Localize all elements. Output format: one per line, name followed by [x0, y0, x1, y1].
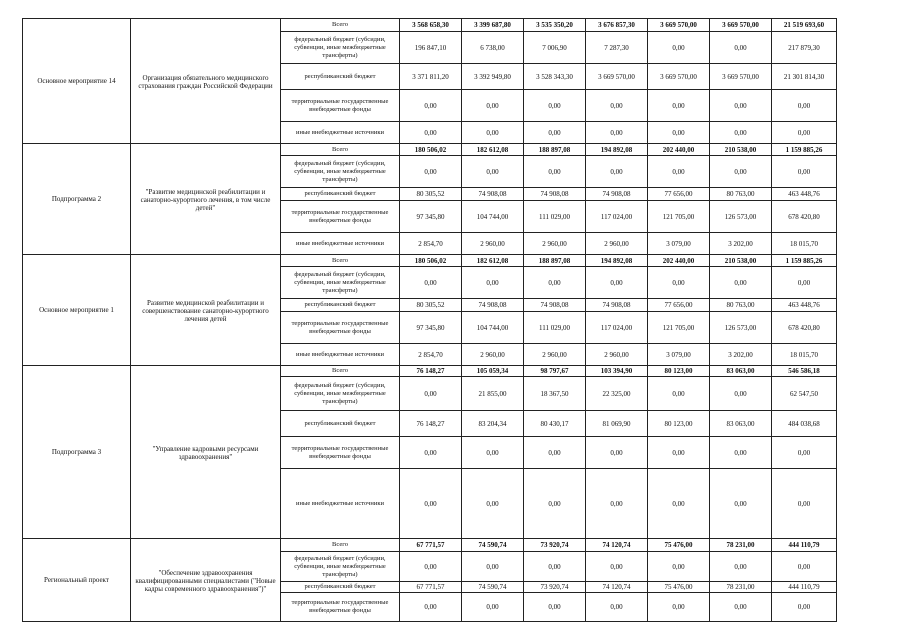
- funding-source: Всего: [281, 366, 400, 377]
- year-value-cell: 2 960,00: [586, 233, 648, 255]
- year-value-cell: 77 656,00: [648, 188, 710, 201]
- year-value-cell: 180 506,02: [400, 255, 462, 267]
- year-value-cell: 6 738,00: [462, 32, 524, 64]
- year-value-cell: 74 590,74: [462, 539, 524, 552]
- funding-source: федеральный бюджет (субсидии, субвенции, иные межбюджетные трансферты): [281, 552, 400, 582]
- year-value-cell: 0,00: [710, 122, 772, 144]
- year-value-cell: 0,00: [524, 552, 586, 582]
- year-value-cell: 74 120,74: [586, 539, 648, 552]
- year-value-cell: 2 960,00: [524, 233, 586, 255]
- year-value-cell: 104 744,00: [462, 201, 524, 233]
- total-value-cell: 0,00: [772, 267, 837, 299]
- year-value-cell: 0,00: [462, 267, 524, 299]
- year-value-cell: 121 705,00: [648, 312, 710, 344]
- funding-source: республиканский бюджет: [281, 299, 400, 312]
- year-value-cell: 77 656,00: [648, 299, 710, 312]
- year-value-cell: 202 440,00: [648, 255, 710, 267]
- funding-source: Всего: [281, 255, 400, 267]
- year-value-cell: 0,00: [648, 552, 710, 582]
- year-value-cell: 2 854,70: [400, 233, 462, 255]
- year-value-cell: 188 897,08: [524, 255, 586, 267]
- program-title: "Управление кадровыми ресурсами здравоохранения": [131, 366, 281, 539]
- program-title: Организация обязательного медицинского страхования граждан Российской Федерации: [131, 19, 281, 144]
- year-value-cell: 0,00: [648, 32, 710, 64]
- year-value-cell: 196 847,10: [400, 32, 462, 64]
- funding-source: территориальные государственные внебюджетные фонды: [281, 201, 400, 233]
- year-value-cell: 126 573,00: [710, 201, 772, 233]
- funding-source: Всего: [281, 19, 400, 32]
- total-value-cell: 463 448,76: [772, 188, 837, 201]
- year-value-cell: 0,00: [400, 437, 462, 469]
- year-value-cell: 126 573,00: [710, 312, 772, 344]
- year-value-cell: 3 202,00: [710, 233, 772, 255]
- year-value-cell: 0,00: [586, 267, 648, 299]
- year-value-cell: 0,00: [586, 90, 648, 122]
- year-value-cell: 0,00: [524, 156, 586, 188]
- funding-source: федеральный бюджет (субсидии, субвенции, иные межбюджетные трансферты): [281, 156, 400, 188]
- year-value-cell: 74 120,74: [586, 582, 648, 593]
- year-value-cell: 0,00: [710, 156, 772, 188]
- year-value-cell: 103 394,90: [586, 366, 648, 377]
- funding-source: иные внебюджетные источники: [281, 469, 400, 539]
- total-value-cell: 0,00: [772, 156, 837, 188]
- year-value-cell: 97 345,80: [400, 312, 462, 344]
- row-total: [23, 366, 837, 377]
- year-value-cell: 75 476,00: [648, 582, 710, 593]
- year-value-cell: 2 960,00: [462, 344, 524, 366]
- funding-source: республиканский бюджет: [281, 64, 400, 90]
- funding-source: территориальные государственные внебюджетные фонды: [281, 593, 400, 622]
- year-value-cell: 3 669 570,00: [710, 64, 772, 90]
- funding-source: Всего: [281, 539, 400, 552]
- total-value-cell: 0,00: [772, 437, 837, 469]
- year-value-cell: 210 538,00: [710, 144, 772, 156]
- total-value-cell: 0,00: [772, 90, 837, 122]
- year-value-cell: 3 669 570,00: [586, 64, 648, 90]
- year-value-cell: 80 123,00: [648, 366, 710, 377]
- year-value-cell: 3 399 687,80: [462, 19, 524, 32]
- year-value-cell: 0,00: [648, 267, 710, 299]
- year-value-cell: 0,00: [524, 437, 586, 469]
- year-value-cell: 2 960,00: [524, 344, 586, 366]
- funding-source: республиканский бюджет: [281, 188, 400, 201]
- year-value-cell: 104 744,00: [462, 312, 524, 344]
- year-value-cell: 0,00: [586, 122, 648, 144]
- year-value-cell: 3 079,00: [648, 344, 710, 366]
- total-value-cell: 463 448,76: [772, 299, 837, 312]
- year-value-cell: 81 069,90: [586, 411, 648, 437]
- year-value-cell: 0,00: [400, 156, 462, 188]
- year-value-cell: 73 920,74: [524, 539, 586, 552]
- year-value-cell: 0,00: [400, 122, 462, 144]
- year-value-cell: 182 612,08: [462, 144, 524, 156]
- year-value-cell: 76 148,27: [400, 366, 462, 377]
- funding-source: территориальные государственные внебюджетные фонды: [281, 312, 400, 344]
- funding-source: иные внебюджетные источники: [281, 122, 400, 144]
- year-value-cell: 0,00: [710, 469, 772, 539]
- year-value-cell: 180 506,02: [400, 144, 462, 156]
- year-value-cell: 3 669 570,00: [710, 19, 772, 32]
- year-value-cell: 3 669 570,00: [648, 64, 710, 90]
- year-value-cell: 188 897,08: [524, 144, 586, 156]
- year-value-cell: 97 345,80: [400, 201, 462, 233]
- year-value-cell: 0,00: [648, 593, 710, 622]
- funding-source: федеральный бюджет (субсидии, субвенции, иные межбюджетные трансферты): [281, 267, 400, 299]
- year-value-cell: 0,00: [648, 90, 710, 122]
- total-value-cell: 0,00: [772, 552, 837, 582]
- year-value-cell: 83 063,00: [710, 366, 772, 377]
- funding-source: федеральный бюджет (субсидии, субвенции, иные межбюджетные трансферты): [281, 32, 400, 64]
- total-value-cell: 444 110,79: [772, 539, 837, 552]
- year-value-cell: 0,00: [462, 156, 524, 188]
- year-value-cell: 67 771,57: [400, 539, 462, 552]
- year-value-cell: 0,00: [648, 156, 710, 188]
- year-value-cell: 80 430,17: [524, 411, 586, 437]
- year-value-cell: 74 908,08: [524, 299, 586, 312]
- year-value-cell: 0,00: [462, 122, 524, 144]
- funding-source: иные внебюджетные источники: [281, 344, 400, 366]
- year-value-cell: 0,00: [710, 437, 772, 469]
- year-value-cell: 7 006,90: [524, 32, 586, 64]
- total-value-cell: 62 547,50: [772, 377, 837, 411]
- year-value-cell: 0,00: [524, 593, 586, 622]
- year-value-cell: 7 287,30: [586, 32, 648, 64]
- row-total: [23, 19, 837, 32]
- total-value-cell: 21 519 693,60: [772, 19, 837, 32]
- year-value-cell: 80 123,00: [648, 411, 710, 437]
- year-value-cell: 0,00: [524, 469, 586, 539]
- year-value-cell: 121 705,00: [648, 201, 710, 233]
- total-value-cell: 444 110,79: [772, 582, 837, 593]
- funding-source: республиканский бюджет: [281, 411, 400, 437]
- year-value-cell: 22 325,00: [586, 377, 648, 411]
- program-name: Подпрограмма 2: [23, 144, 131, 255]
- total-value-cell: 217 879,30: [772, 32, 837, 64]
- year-value-cell: 0,00: [400, 469, 462, 539]
- total-value-cell: 678 420,80: [772, 312, 837, 344]
- year-value-cell: 80 305,52: [400, 299, 462, 312]
- year-value-cell: 0,00: [586, 437, 648, 469]
- year-value-cell: 78 231,00: [710, 582, 772, 593]
- year-value-cell: 73 920,74: [524, 582, 586, 593]
- year-value-cell: 0,00: [400, 377, 462, 411]
- year-value-cell: 3 202,00: [710, 344, 772, 366]
- year-value-cell: 3 079,00: [648, 233, 710, 255]
- year-value-cell: 3 371 811,20: [400, 64, 462, 90]
- row-total: [23, 144, 837, 156]
- year-value-cell: 80 763,00: [710, 299, 772, 312]
- year-value-cell: 0,00: [586, 469, 648, 539]
- budget-table: [22, 18, 837, 622]
- year-value-cell: 3 676 857,30: [586, 19, 648, 32]
- year-value-cell: 67 771,57: [400, 582, 462, 593]
- program-title: "Развитие медицинской реабилитации и санаторно-курортного лечения, в том числе детей": [131, 144, 281, 255]
- year-value-cell: 21 855,00: [462, 377, 524, 411]
- year-value-cell: 3 669 570,00: [648, 19, 710, 32]
- year-value-cell: 194 892,08: [586, 255, 648, 267]
- funding-source: республиканский бюджет: [281, 582, 400, 593]
- year-value-cell: 0,00: [648, 437, 710, 469]
- year-value-cell: 3 535 350,20: [524, 19, 586, 32]
- total-value-cell: 678 420,80: [772, 201, 837, 233]
- year-value-cell: 2 854,70: [400, 344, 462, 366]
- year-value-cell: 117 024,00: [586, 312, 648, 344]
- program-name: Основное мероприятие 14: [23, 19, 131, 144]
- year-value-cell: 0,00: [710, 552, 772, 582]
- budget-table-body: [23, 19, 837, 622]
- year-value-cell: 0,00: [710, 90, 772, 122]
- year-value-cell: 74 590,74: [462, 582, 524, 593]
- program-title: "Обеспечение здравоохранения квалифицированными специалистами ("Новые кадры современного здравоохранения")": [131, 539, 281, 622]
- year-value-cell: 78 231,00: [710, 539, 772, 552]
- program-title: Развитие медицинской реабилитации и совершенствование санаторно-курортного лечения детей: [131, 255, 281, 366]
- funding-source: федеральный бюджет (субсидии, субвенции, иные межбюджетные трансферты): [281, 377, 400, 411]
- row-total: [23, 539, 837, 552]
- year-value-cell: 210 538,00: [710, 255, 772, 267]
- year-value-cell: 111 029,00: [524, 312, 586, 344]
- year-value-cell: 0,00: [586, 552, 648, 582]
- year-value-cell: 75 476,00: [648, 539, 710, 552]
- year-value-cell: 74 908,08: [462, 299, 524, 312]
- year-value-cell: 0,00: [400, 90, 462, 122]
- year-value-cell: 0,00: [710, 32, 772, 64]
- year-value-cell: 83 063,00: [710, 411, 772, 437]
- program-name: Региональный проект: [23, 539, 131, 622]
- year-value-cell: 0,00: [524, 90, 586, 122]
- year-value-cell: 3 528 343,30: [524, 64, 586, 90]
- total-value-cell: 0,00: [772, 593, 837, 622]
- year-value-cell: 76 148,27: [400, 411, 462, 437]
- year-value-cell: 0,00: [648, 377, 710, 411]
- year-value-cell: 202 440,00: [648, 144, 710, 156]
- year-value-cell: 0,00: [462, 90, 524, 122]
- funding-source: иные внебюджетные источники: [281, 233, 400, 255]
- year-value-cell: 3 392 949,80: [462, 64, 524, 90]
- year-value-cell: 0,00: [524, 122, 586, 144]
- total-value-cell: 18 015,70: [772, 233, 837, 255]
- funding-source: Всего: [281, 144, 400, 156]
- year-value-cell: 0,00: [648, 469, 710, 539]
- year-value-cell: 80 305,52: [400, 188, 462, 201]
- year-value-cell: 117 024,00: [586, 201, 648, 233]
- year-value-cell: 0,00: [586, 156, 648, 188]
- year-value-cell: 0,00: [648, 122, 710, 144]
- total-value-cell: 484 038,68: [772, 411, 837, 437]
- funding-source: территориальные государственные внебюджетные фонды: [281, 437, 400, 469]
- year-value-cell: 0,00: [462, 552, 524, 582]
- year-value-cell: 0,00: [524, 267, 586, 299]
- year-value-cell: 0,00: [400, 593, 462, 622]
- year-value-cell: 0,00: [462, 593, 524, 622]
- year-value-cell: 2 960,00: [462, 233, 524, 255]
- year-value-cell: 83 204,34: [462, 411, 524, 437]
- year-value-cell: 98 797,67: [524, 366, 586, 377]
- funding-source: территориальные государственные внебюджетные фонды: [281, 90, 400, 122]
- row-total: [23, 255, 837, 267]
- year-value-cell: 74 908,08: [524, 188, 586, 201]
- year-value-cell: 0,00: [462, 437, 524, 469]
- year-value-cell: 74 908,08: [586, 299, 648, 312]
- year-value-cell: 0,00: [400, 267, 462, 299]
- year-value-cell: 182 612,08: [462, 255, 524, 267]
- year-value-cell: 18 367,50: [524, 377, 586, 411]
- total-value-cell: 21 301 814,30: [772, 64, 837, 90]
- year-value-cell: 0,00: [710, 377, 772, 411]
- program-name: Подпрограмма 3: [23, 366, 131, 539]
- year-value-cell: 194 892,08: [586, 144, 648, 156]
- total-value-cell: 546 586,18: [772, 366, 837, 377]
- year-value-cell: 0,00: [400, 552, 462, 582]
- year-value-cell: 0,00: [710, 267, 772, 299]
- total-value-cell: 0,00: [772, 122, 837, 144]
- total-value-cell: 1 159 885,26: [772, 255, 837, 267]
- total-value-cell: 1 159 885,26: [772, 144, 837, 156]
- year-value-cell: 111 029,00: [524, 201, 586, 233]
- year-value-cell: 74 908,08: [462, 188, 524, 201]
- total-value-cell: 18 015,70: [772, 344, 837, 366]
- year-value-cell: 0,00: [462, 469, 524, 539]
- year-value-cell: 105 059,34: [462, 366, 524, 377]
- year-value-cell: 80 763,00: [710, 188, 772, 201]
- year-value-cell: 0,00: [586, 593, 648, 622]
- year-value-cell: 3 568 658,30: [400, 19, 462, 32]
- total-value-cell: 0,00: [772, 469, 837, 539]
- year-value-cell: 74 908,08: [586, 188, 648, 201]
- year-value-cell: 0,00: [710, 593, 772, 622]
- program-name: Основное мероприятие 1: [23, 255, 131, 366]
- year-value-cell: 2 960,00: [586, 344, 648, 366]
